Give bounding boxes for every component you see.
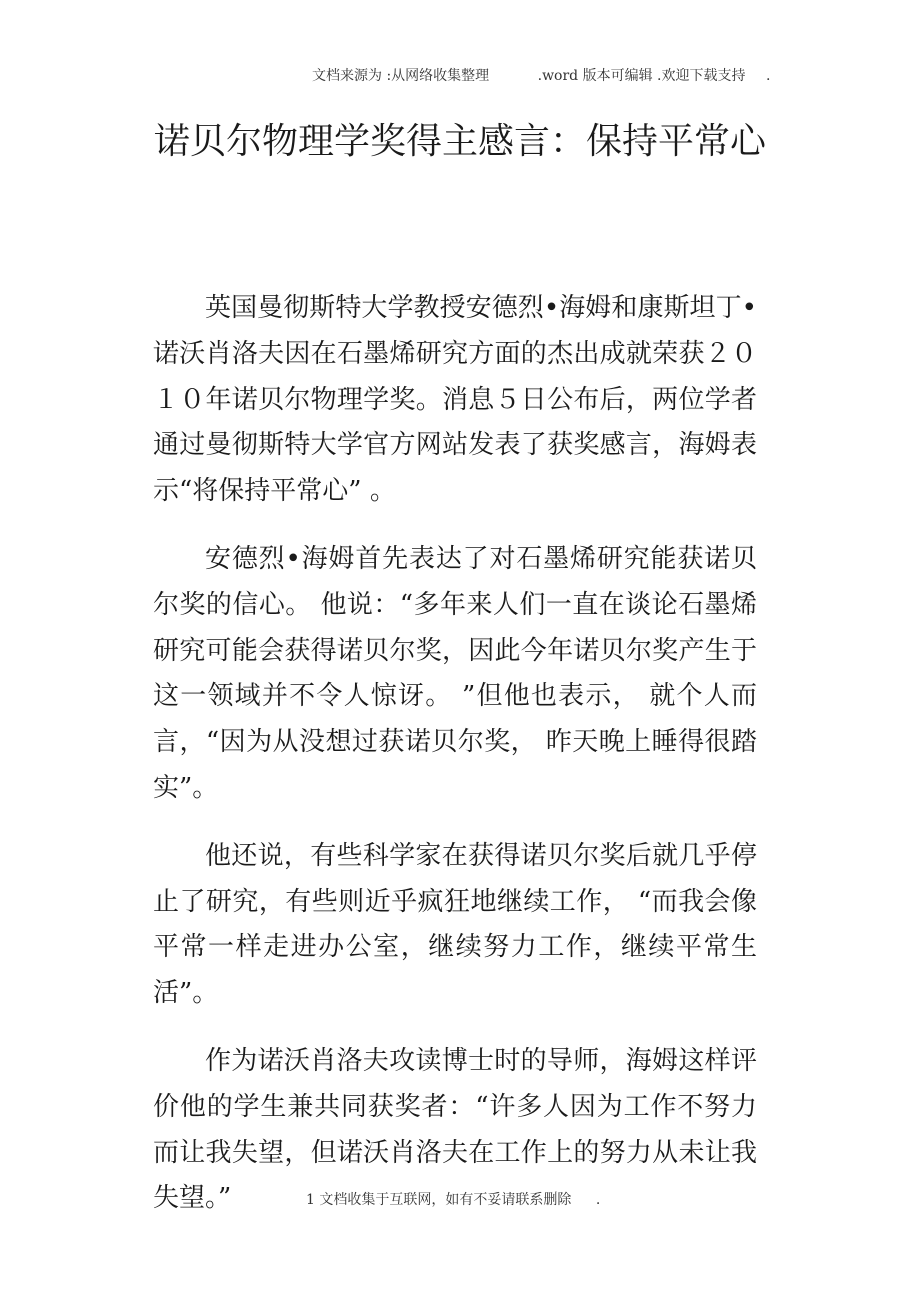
header-edit-note: .word 版本可编辑 .欢迎下载支持 [537,68,746,84]
document-title: 诺贝尔物理学奖得主感言：保持平常心 [153,121,766,162]
header-source-note: 文档来源为 :从网络收集整理 [312,68,490,84]
footer-text: 1 文档收集于互联网，如有不妥请联系删除 [306,1192,572,1208]
paragraph-1: 英国曼彻斯特大学教授安德烈•海姆和康斯坦丁•诺沃肖洛夫因在石墨烯研究方面的杰出成就荣获２０１０年诺贝尔物理学奖。消息５日公布后，两位学者通过曼彻斯特大学官方网站发表了获奖感言，海姆表示“将保持平常心” 。 [153,293,757,507]
page-header [312,66,782,86]
page-footer [306,1190,646,1210]
paragraph-3: 他还说，有些科学家在获得诺贝尔奖后就几乎停止了研究，有些则近乎疯狂地继续工作， “而我会像平常一样走进办公室，继续努力工作，继续平常生活”。 [153,840,757,1009]
paragraph-4: 作为诺沃肖洛夫攻读博士时的导师，海姆这样评价他的学生兼共同获奖者：“许多人因为工作不努力而让我失望，但诺沃肖洛夫在工作上的努力从未让我失望。” [153,1045,757,1214]
paragraph-2: 安德烈•海姆首先表达了对石墨烯研究能获诺贝尔奖的信心。 他说：“多年来人们一直在谈论石墨烯研究可能会获得诺贝尔奖，因此今年诺贝尔奖产生于这一领域并不令人惊讶。 ”但他也表示， 就个人而言，“因为从没想过获诺贝尔奖， 昨天晚上睡得很踏实”。 [153,543,757,803]
document-body [153,286,757,1244]
header-dot: . [765,68,771,84]
footer-dot: . [595,1192,601,1208]
